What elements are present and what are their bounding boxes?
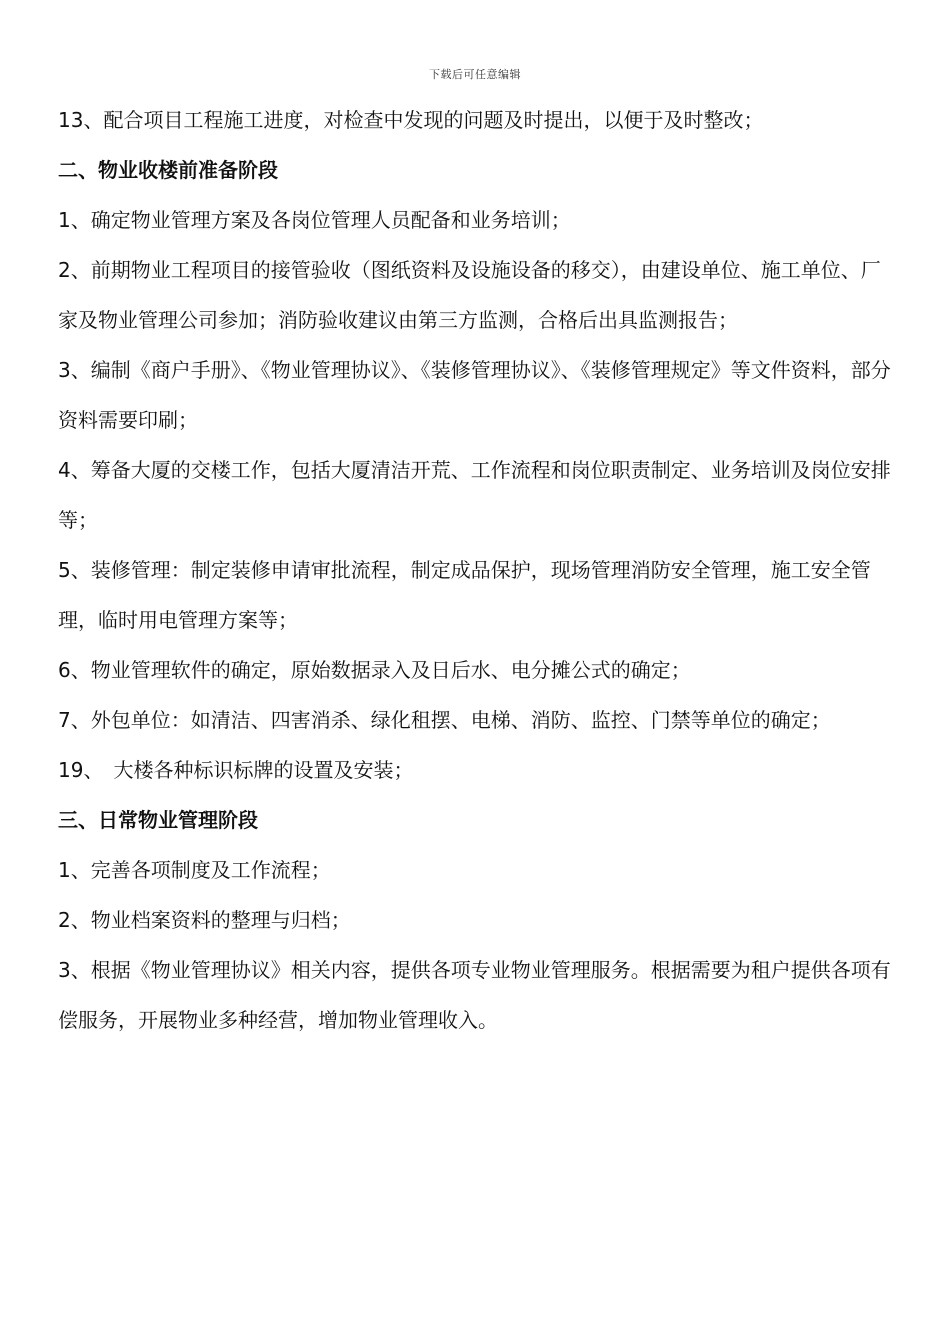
paragraph-item-daily-2: 2、物业档案资料的整理与归档； bbox=[58, 908, 351, 932]
paragraph-item-19: 19、 大楼各种标识标牌的设置及安装； bbox=[58, 758, 414, 782]
document-body bbox=[58, 95, 893, 1045]
paragraph-item-13: 13、配合项目工程施工进度，对检查中发现的问题及时提出，以便于及时整改； bbox=[58, 108, 764, 132]
paragraph-item-4: 4、筹备大厦的交楼工作，包括大厦清洁开荒、工作流程和岗位职责制定、业务培训及岗位安排等； bbox=[58, 458, 891, 532]
paragraph-item-daily-3: 3、根据《物业管理协议》相关内容，提供各项专业物业管理服务。根据需要为租户提供各项有偿服务，开展物业多种经营，增加物业管理收入。 bbox=[58, 958, 891, 1032]
paragraph-item-5: 5、装修管理：制定装修申请审批流程，制定成品保护，现场管理消防安全管理，施工安全管理，临时用电管理方案等； bbox=[58, 558, 871, 632]
paragraph-item-6: 6、物业管理软件的确定，原始数据录入及日后水、电分摊公式的确定； bbox=[58, 658, 691, 682]
paragraph-item-3: 3、编制《商户手册》、《物业管理协议》、《装修管理协议》、《装修管理规定》等文件资料，部分资料需要印刷； bbox=[58, 358, 891, 432]
paragraph-item-7: 7、外包单位：如清洁、四害消杀、绿化租摆、电梯、消防、监控、门禁等单位的确定； bbox=[58, 708, 831, 732]
section-heading-2: 二、物业收楼前准备阶段 bbox=[58, 158, 278, 182]
paragraph-item-2: 2、前期物业工程项目的接管验收（图纸资料及设施设备的移交），由建设单位、施工单位、厂家及物业管理公司参加；消防验收建议由第三方监测，合格后出具监测报告； bbox=[58, 258, 881, 332]
paragraph-item-daily-1: 1、完善各项制度及工作流程； bbox=[58, 858, 331, 882]
section-heading-3: 三、日常物业管理阶段 bbox=[58, 808, 258, 832]
page-header: 下载后可任意编辑 bbox=[429, 68, 521, 81]
paragraph-item-1: 1、确定物业管理方案及各岗位管理人员配备和业务培训； bbox=[58, 208, 571, 232]
